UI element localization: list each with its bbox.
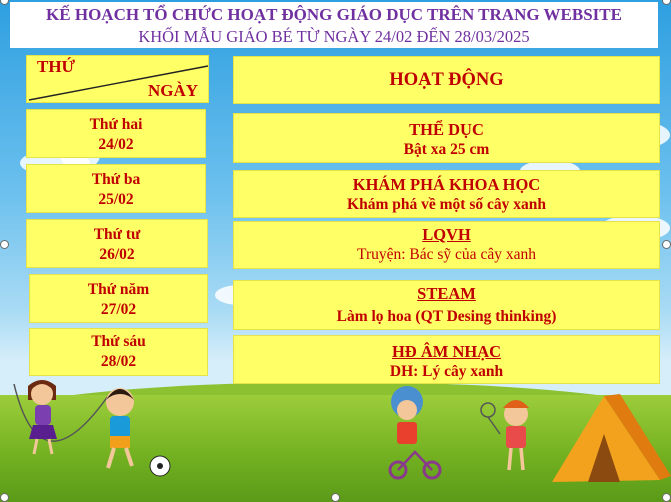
kids-playing-illustration xyxy=(0,372,671,502)
tent-illustration xyxy=(552,394,671,482)
page-subtitle: KHỐI MẪU GIÁO BÉ TỪ NGÀY 24/02 ĐẾN 28/03/2025 xyxy=(138,27,530,46)
day-cell-friday[interactable] xyxy=(29,328,208,376)
header-thu-label: THỨ xyxy=(37,57,76,76)
activity-cell-literature[interactable] xyxy=(233,221,660,269)
activity-title: THỂ DỤC xyxy=(409,120,484,139)
resize-handle-middle-left[interactable] xyxy=(0,240,9,249)
date-label: 26/02 xyxy=(99,246,135,263)
tennis-girl-figure xyxy=(481,400,529,470)
boy-figure xyxy=(106,388,134,468)
resize-handle-middle-right[interactable] xyxy=(662,240,671,249)
activity-desc: Bật xa 25 cm xyxy=(403,141,490,158)
resize-handle-bottom-center[interactable] xyxy=(331,493,340,502)
day-cell-monday[interactable] xyxy=(26,109,206,158)
header-activity-label: HOẠT ĐỘNG xyxy=(389,70,504,90)
resize-handle-top-right[interactable] xyxy=(662,0,671,5)
activity-desc: Truyện: Bác sỹ của cây xanh xyxy=(357,246,536,263)
resize-handle-top-left[interactable] xyxy=(0,0,9,5)
date-label: 24/02 xyxy=(98,136,134,153)
day-label: Thứ sáu xyxy=(91,333,146,350)
day-cell-tuesday[interactable] xyxy=(26,164,206,213)
girl-figure xyxy=(28,380,57,454)
header-activity-cell[interactable] xyxy=(233,56,660,104)
cyclist-figure xyxy=(390,386,440,478)
page-title: KẾ HOẠCH TỔ CHỨC HOẠT ĐỘNG GIÁO DỤC TRÊN TRANG WEBSITE xyxy=(46,5,622,24)
activity-desc: Khám phá về một số cây xanh xyxy=(347,196,546,213)
activity-desc: DH: Lý cây xanh xyxy=(389,363,504,380)
activity-title: KHÁM PHÁ KHOA HỌC xyxy=(352,175,541,194)
day-label: Thứ tư xyxy=(93,226,141,243)
date-label: 28/02 xyxy=(100,353,137,370)
title-box[interactable] xyxy=(10,2,658,48)
activity-cell-science[interactable] xyxy=(233,170,660,218)
day-cell-wednesday[interactable] xyxy=(26,219,208,268)
day-label: Thứ năm xyxy=(87,281,150,298)
activity-title: STEAM xyxy=(417,284,476,303)
date-label: 27/02 xyxy=(100,301,137,318)
resize-handle-bottom-right[interactable] xyxy=(662,493,671,502)
day-label: Thứ hai xyxy=(89,116,143,133)
activity-desc: Làm lọ hoa (QT Desing thinking) xyxy=(336,308,557,325)
day-cell-thursday[interactable] xyxy=(29,274,208,323)
day-label: Thứ ba xyxy=(91,171,141,188)
activity-cell-pe[interactable] xyxy=(233,113,660,163)
header-day-date-cell[interactable] xyxy=(26,55,209,103)
activity-title: LQVH xyxy=(422,225,471,244)
date-label: 25/02 xyxy=(98,191,134,208)
resize-handle-bottom-left[interactable] xyxy=(0,493,9,502)
activity-title: HĐ ÂM NHẠC xyxy=(391,342,502,361)
soccer-ball-icon xyxy=(150,456,170,476)
activity-cell-steam[interactable] xyxy=(233,280,660,330)
header-ngay-label: NGÀY xyxy=(147,81,198,100)
